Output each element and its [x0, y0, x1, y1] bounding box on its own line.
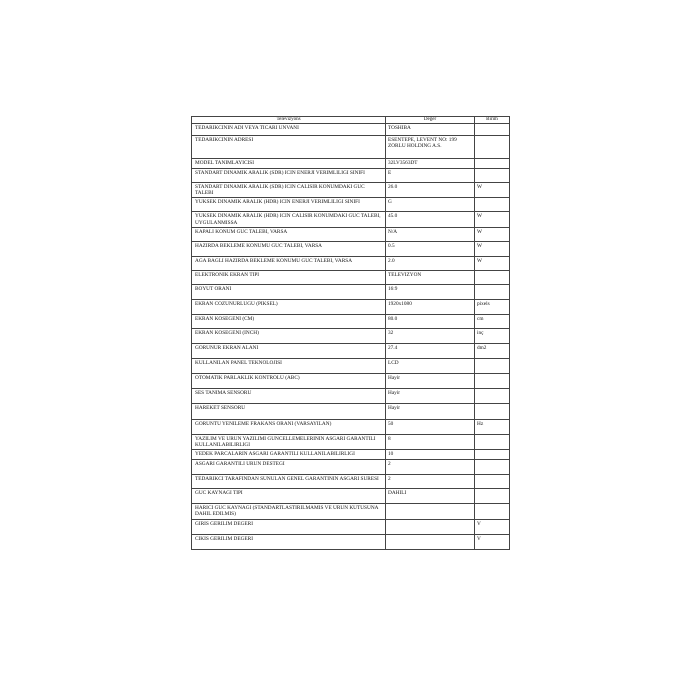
row-label: GORUNTU YENILEME FRAKANS ORANI (VARSAYILAN) — [192, 419, 386, 434]
row-label: EKRAN KOSEGENI (CM) — [192, 314, 386, 328]
table-row — [192, 241, 510, 256]
row-value: 0.5 — [386, 241, 475, 256]
row-unit: V — [475, 534, 510, 549]
row-unit — [475, 198, 510, 212]
row-unit: pixels — [475, 299, 510, 314]
row-value: 26.0 — [386, 183, 475, 198]
row-unit: W — [475, 256, 510, 270]
row-value — [386, 534, 475, 549]
row-label: KULLANILAN PANEL TEKNOLOJISI — [192, 358, 386, 373]
row-unit — [475, 284, 510, 299]
row-label: YEDEK PARCALARIN ASGARI GARANTILI KULLANILABILIRLIGI — [192, 450, 386, 460]
row-value: 16:9 — [386, 284, 475, 299]
row-value: E — [386, 169, 475, 183]
row-unit: Hz — [475, 419, 510, 434]
row-unit — [475, 388, 510, 403]
row-unit — [475, 450, 510, 460]
row-unit — [475, 169, 510, 183]
row-unit — [475, 358, 510, 373]
table-row — [192, 489, 510, 504]
table-row — [192, 256, 510, 270]
row-unit — [475, 159, 510, 169]
row-label: KAPALI KONUM GUC TALEBI, VARSA — [192, 227, 386, 241]
table-row — [192, 373, 510, 388]
row-label: GORUNUR EKRAN ALANI — [192, 343, 386, 358]
row-label: BOYUT ORANI — [192, 284, 386, 299]
row-value: 80.0 — [386, 314, 475, 328]
header-unit: Birim — [475, 117, 510, 124]
table-row — [192, 450, 510, 460]
table-row — [192, 159, 510, 169]
row-unit — [475, 124, 510, 136]
row-label: ASGARI GARANTILI URUN DESTEGI — [192, 460, 386, 475]
table-row — [192, 270, 510, 284]
table-row — [192, 328, 510, 343]
table-row — [192, 198, 510, 212]
row-value — [386, 504, 475, 519]
table-row — [192, 227, 510, 241]
row-unit: V — [475, 519, 510, 534]
row-unit — [475, 270, 510, 284]
row-label: AGA BAGLI HAZIRDA BEKLEME KONUMU GUC TALEBI, VARSA — [192, 256, 386, 270]
table-row — [192, 358, 510, 373]
row-unit: inç — [475, 328, 510, 343]
row-label: CIKIS GERILIM DEGERI — [192, 534, 386, 549]
table-row — [192, 169, 510, 183]
row-value: G — [386, 198, 475, 212]
table-row — [192, 475, 510, 489]
row-value: Hayir — [386, 373, 475, 388]
row-value: 2.0 — [386, 256, 475, 270]
table-row — [192, 299, 510, 314]
row-label: ELEKTRONIK EKRAN TIPI — [192, 270, 386, 284]
row-value: 1920x1080 — [386, 299, 475, 314]
table-row — [192, 403, 510, 419]
row-value: 32LV3563DT — [386, 159, 475, 169]
table-row — [192, 419, 510, 434]
row-label: YUKSEK DINAMIK ARALIK (HDR) ICIN CALISIR KONUMDAKI GUC TALEBI, UYGULANMISSA — [192, 212, 386, 227]
row-value: 27.4 — [386, 343, 475, 358]
table-row — [192, 284, 510, 299]
table-row — [192, 504, 510, 519]
product-info-sheet — [191, 116, 509, 550]
row-label: HAREKET SENSORU — [192, 403, 386, 419]
row-label: MODEL TANIMLAYICISI — [192, 159, 386, 169]
row-value: 45.0 — [386, 212, 475, 227]
row-value: TELEVIZYON — [386, 270, 475, 284]
row-value: 32 — [386, 328, 475, 343]
row-unit — [475, 373, 510, 388]
row-unit: dm2 — [475, 343, 510, 358]
row-unit: W — [475, 183, 510, 198]
row-unit — [475, 460, 510, 475]
row-unit: W — [475, 227, 510, 241]
table-row — [192, 519, 510, 534]
row-value: DAHILI — [386, 489, 475, 504]
row-value: N/A — [386, 227, 475, 241]
row-unit: W — [475, 241, 510, 256]
row-value: Hayir — [386, 388, 475, 403]
row-unit: cm — [475, 314, 510, 328]
row-label: TEDARIKCININ ADI VEYA TICARI UNVANI — [192, 124, 386, 136]
row-value: TOSHIBA — [386, 124, 475, 136]
row-label: EKRAN KOSEGENI (INCH) — [192, 328, 386, 343]
row-unit — [475, 504, 510, 519]
row-label: SES TANIMA SENSORU — [192, 388, 386, 403]
table-row — [192, 136, 510, 159]
row-value: 10 — [386, 450, 475, 460]
table-body — [192, 124, 510, 550]
row-label: YUKSEK DINAMIK ARALIK (HDR) ICIN ENERJI VERIMLILIGI SINIFI — [192, 198, 386, 212]
row-label: YAZILIM VE URUN YAZILIMI GUNCELLEMELERININ ASGARI GARANTILI KULLANILABILIRLIGI — [192, 434, 386, 449]
table-row — [192, 343, 510, 358]
table-row — [192, 314, 510, 328]
table-row — [192, 434, 510, 449]
row-unit — [475, 136, 510, 159]
row-label: HAZIRDA BEKLEME KONUMU GUC TALEBI, VARSA — [192, 241, 386, 256]
row-unit — [475, 434, 510, 449]
row-label: TEDARIKCININ ADRESI — [192, 136, 386, 159]
table-row — [192, 388, 510, 403]
row-unit — [475, 489, 510, 504]
table-header-row — [192, 117, 510, 124]
specification-table — [191, 116, 510, 550]
row-value — [386, 519, 475, 534]
table-row — [192, 534, 510, 549]
header-value: Deger — [386, 117, 475, 124]
row-value: Hayir — [386, 403, 475, 419]
table-row — [192, 183, 510, 198]
table-row — [192, 124, 510, 136]
row-value: ESENTEPE, LEVENT NO: 199 ZORLU HOLDING A.S. — [386, 136, 475, 159]
row-value: 8 — [386, 434, 475, 449]
header-category: Televizyons — [192, 117, 386, 124]
row-value: 2 — [386, 475, 475, 489]
row-unit — [475, 475, 510, 489]
row-label: GIRIS GERILIM DEGERI — [192, 519, 386, 534]
row-label: GUC KAYNAGI TIPI — [192, 489, 386, 504]
row-label: TEDARIKCI TARAFINDAN SUNULAN GENEL GARANTININ ASGARI SURESI — [192, 475, 386, 489]
row-value: LCD — [386, 358, 475, 373]
table-row — [192, 460, 510, 475]
row-label: HARICI GUC KAYNAGI (STANDARTLASTIRILMAMIS VE URUN KUTUSUNA DAHIL EDILMIS) — [192, 504, 386, 519]
row-label: STANDART DINAMIK ARALIK (SDR) ICIN CALISIR KONUMDAKI GUC TALEBI — [192, 183, 386, 198]
row-unit: W — [475, 212, 510, 227]
row-value: 50 — [386, 419, 475, 434]
row-unit — [475, 403, 510, 419]
row-label: STANDART DINAMIK ARALIK (SDR) ICIN ENERJI VERIMLILIGI SINIFI — [192, 169, 386, 183]
row-label: OTOMATIK PARLAKLIK KONTROLU (ABC) — [192, 373, 386, 388]
row-value: 2 — [386, 460, 475, 475]
table-row — [192, 212, 510, 227]
row-label: EKRAN COZUNURLUGU (PIKSEL) — [192, 299, 386, 314]
